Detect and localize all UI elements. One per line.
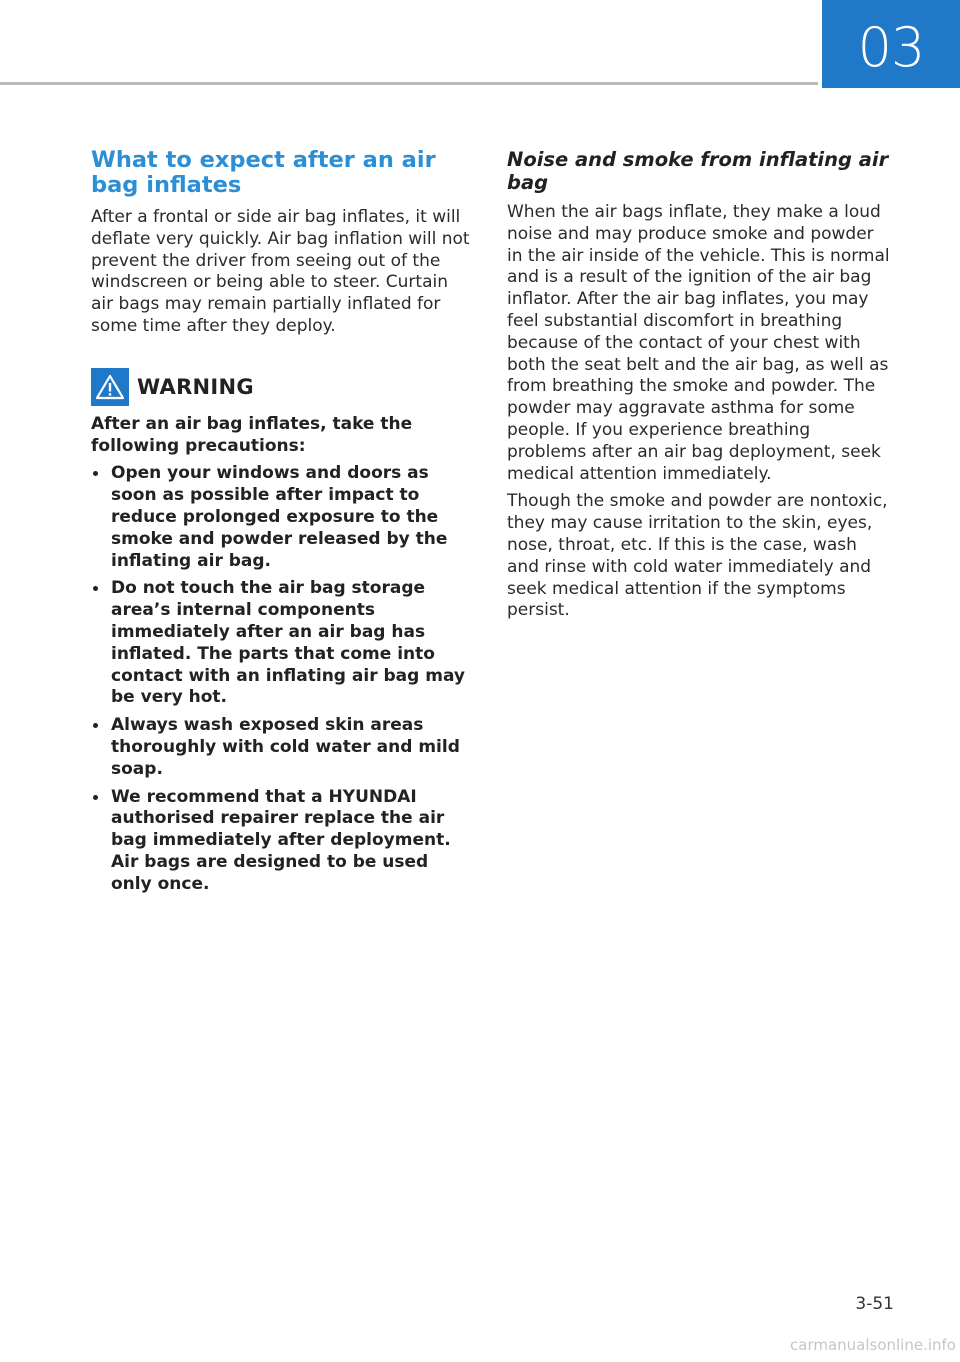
warning-intro: After an air bag inflates, take the following precautions: [91, 413, 413, 456]
section-title-after-inflation: What to expect after an air bag inflates [91, 147, 436, 198]
watermark: carmanualsonline.info [790, 1336, 956, 1354]
warning-item [91, 715, 471, 780]
noise-smoke-paragraph-1: When the air bags inflate, they make a loud noise and may produce smoke and powder in the air inside of the vehicle. This is normal and is a result of the ignition of the air bag inflator. After the air bag inflates, you may feel substantial discomfort in breathing because of the contact of your chest with both the seat belt and the air bag, as well as from breathing the smoke and powder. The powder may aggravate asthma for some people. If you experience breathing problems after an air bag deployment, seek medical attention immediately. [507, 202, 890, 484]
warning-item [91, 787, 471, 896]
page-number: 3-51 [855, 1294, 894, 1314]
warning-item [91, 578, 471, 709]
warning-item-text: Always wash exposed skin areas thoroughly with cold water and mild soap. [111, 715, 460, 779]
after-inflation-paragraph: After a frontal or side air bag inflates, it will deflate very quickly. Air bag inflation will not prevent the driver from seeing out of the windscreen or being able to steer. Curtain air bags may remain partially inflated for some time after they deploy. [91, 207, 470, 336]
left-column [91, 148, 471, 902]
warning-list [91, 463, 471, 895]
warning-triangle-icon [91, 368, 129, 406]
noise-smoke-paragraph-2: Though the smoke and powder are nontoxic, they may cause irritation to the skin, eyes, nose, throat, etc. If this is the case, wash and rinse with cold water immediately and seek medical attention if the symptoms persist. [507, 491, 888, 621]
chapter-tab: 03 [822, 0, 960, 88]
bullet-icon [93, 795, 98, 800]
right-column [507, 148, 892, 622]
warning-item-text: Open your windows and doors as soon as possible after impact to reduce prolonged exposure to the smoke and powder released by the inflating air bag. [111, 463, 448, 571]
warning-item-text: Do not touch the air bag storage area’s internal components immediately after an air bag has inflated. The parts that come into contact with an inflating air bag may be very hot. [111, 578, 465, 708]
bullet-icon [93, 586, 98, 591]
warning-label: WARNING [137, 374, 254, 399]
bullet-icon [93, 723, 98, 728]
warning-item [91, 463, 471, 572]
header-rule [0, 82, 818, 85]
section-title-noise-smoke: Noise and smoke from inflating air bag [507, 148, 889, 194]
bullet-icon [93, 471, 98, 476]
warning-header [91, 368, 471, 406]
warning-item-text: We recommend that a HYUNDAI authorised repairer replace the air bag immediately after deployment. Air bags are designed to be used only once. [111, 786, 451, 894]
